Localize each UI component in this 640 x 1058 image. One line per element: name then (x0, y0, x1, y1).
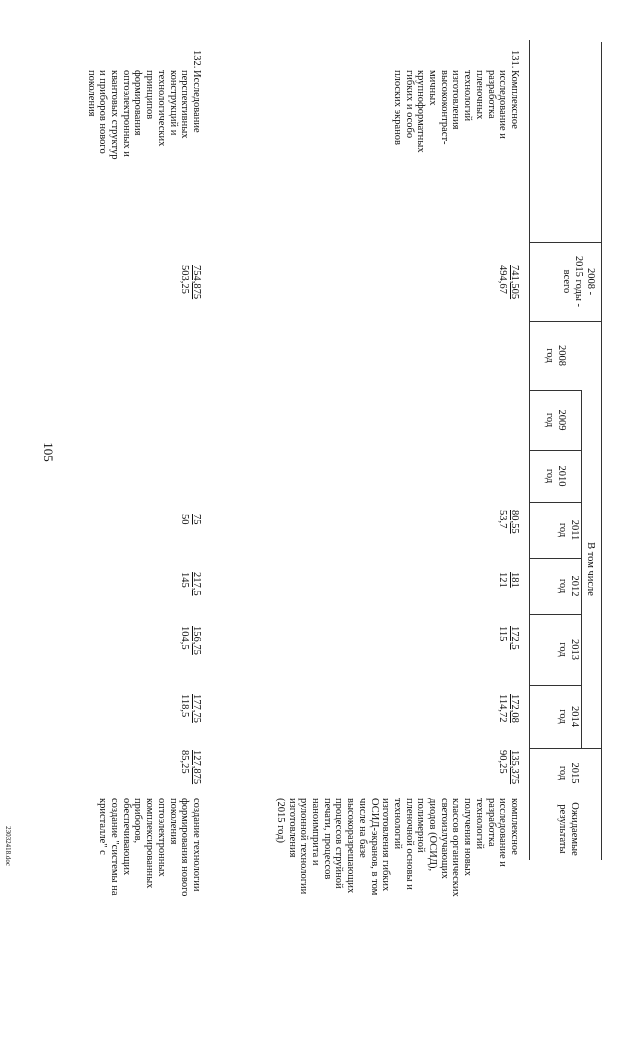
header-year-2012: 2012 год (557, 575, 580, 597)
row-131-2012 (496, 572, 520, 588)
header-year-2014: 2014 год (557, 706, 580, 727)
row-131-2014-bottom: 114,72 (497, 694, 508, 723)
row-132-2013 (178, 626, 202, 655)
row-131-2011 (496, 510, 520, 534)
row-132-2012 (178, 572, 202, 596)
row-132-2011-bottom: 50 (179, 514, 190, 525)
row-131-2011-bottom: 53,7 (497, 510, 508, 529)
row-132-2013-bottom: 104,5 (179, 626, 190, 650)
row-131-2014 (496, 694, 520, 723)
programme-table (57, 40, 602, 897)
row-132-expected-result: создание технологии формирования нового поколения оптоэлектронных комплексированных приборов, обеспечивающих создание "системы на кристалле" с (97, 798, 202, 897)
row-132-2014 (178, 694, 202, 723)
row-132-total-top: 754,875 (191, 265, 202, 300)
row-number-132: 132. (191, 50, 202, 69)
header-year-2013: 2013 год (557, 639, 580, 660)
years-group-rule (581, 390, 582, 748)
row-132-2015-top: 127,875 (191, 750, 202, 785)
row-131-2015-top: 135,375 (509, 750, 520, 785)
row-132-2012-top: 217,5 (191, 572, 202, 596)
table-top-rule (601, 42, 602, 860)
header-year-2008: 2008 год (544, 345, 567, 366)
row-131-name: Комплексное исследование и разработка пленочных технологий изготовления высококонтраст- мичных крупноформатных гибких и особо плоских экранов (391, 70, 520, 153)
row-132-2015 (178, 750, 202, 784)
row-132-2015-bottom: 85,25 (179, 750, 190, 774)
row-132-2014-top: 177,75 (191, 694, 202, 723)
row-131-2011-top: 80,55 (509, 510, 520, 534)
row-131-2013-top: 172,5 (509, 626, 520, 650)
page-number: 105 (41, 442, 56, 462)
header-year-2015: 2015 год (557, 762, 580, 784)
row-131-2013-bottom: 115 (497, 626, 508, 642)
row-132-2013-top: 156,75 (191, 626, 202, 655)
row-131-2014-top: 172,08 (509, 694, 520, 723)
row-131-total-bottom: 494,67 (497, 265, 508, 294)
row-131-2015 (496, 750, 520, 784)
header-year-2010: 2010 год (544, 465, 567, 487)
row-132-2011 (178, 514, 202, 525)
row-131-2015-bottom: 90,25 (497, 750, 508, 774)
document-code: 23032418.doc (4, 826, 12, 866)
row-132-2011-top: 75 (191, 514, 202, 525)
header-year-2011: 2011 год (557, 519, 580, 541)
header-year-2009: 2009 год (544, 409, 567, 431)
header-expected-results: Ожидаемые результаты (557, 802, 580, 856)
row-131-expected-result: комплексное исследование и разработка технологий получения новых классов органических светоизлучающих диодов (ОСИД), полимерной пленочной основы и технологий изготовления гибких ОСИД-экранов, в том числе на базе высокоразрешающих процессов струйной печати, процессов наноимприта и рулонной технологии изготовления (2015 год) (274, 798, 520, 897)
row-132-total (178, 265, 202, 299)
header-in-that-number: В том числе (585, 542, 596, 596)
header-total: 2008 - 2015 годы - всего (561, 255, 596, 308)
row-number-131: 131. (509, 50, 520, 69)
row-132-name: Исследование перспективных конструкций и технологических принципов формирования оптоэлектронных и квантовых структур и приборов нового поколения (85, 70, 202, 160)
row-131-total (496, 265, 520, 299)
row-131-2012-top: 181 (509, 572, 520, 588)
row-132-total-bottom: 503,25 (179, 265, 190, 294)
row-132-2014-bottom: 118,5 (179, 694, 190, 718)
row-131-2013 (496, 626, 520, 650)
row-132-2012-bottom: 145 (179, 572, 190, 588)
row-131-total-top: 741,505 (509, 265, 520, 300)
row-131-2012-bottom: 121 (497, 572, 508, 588)
